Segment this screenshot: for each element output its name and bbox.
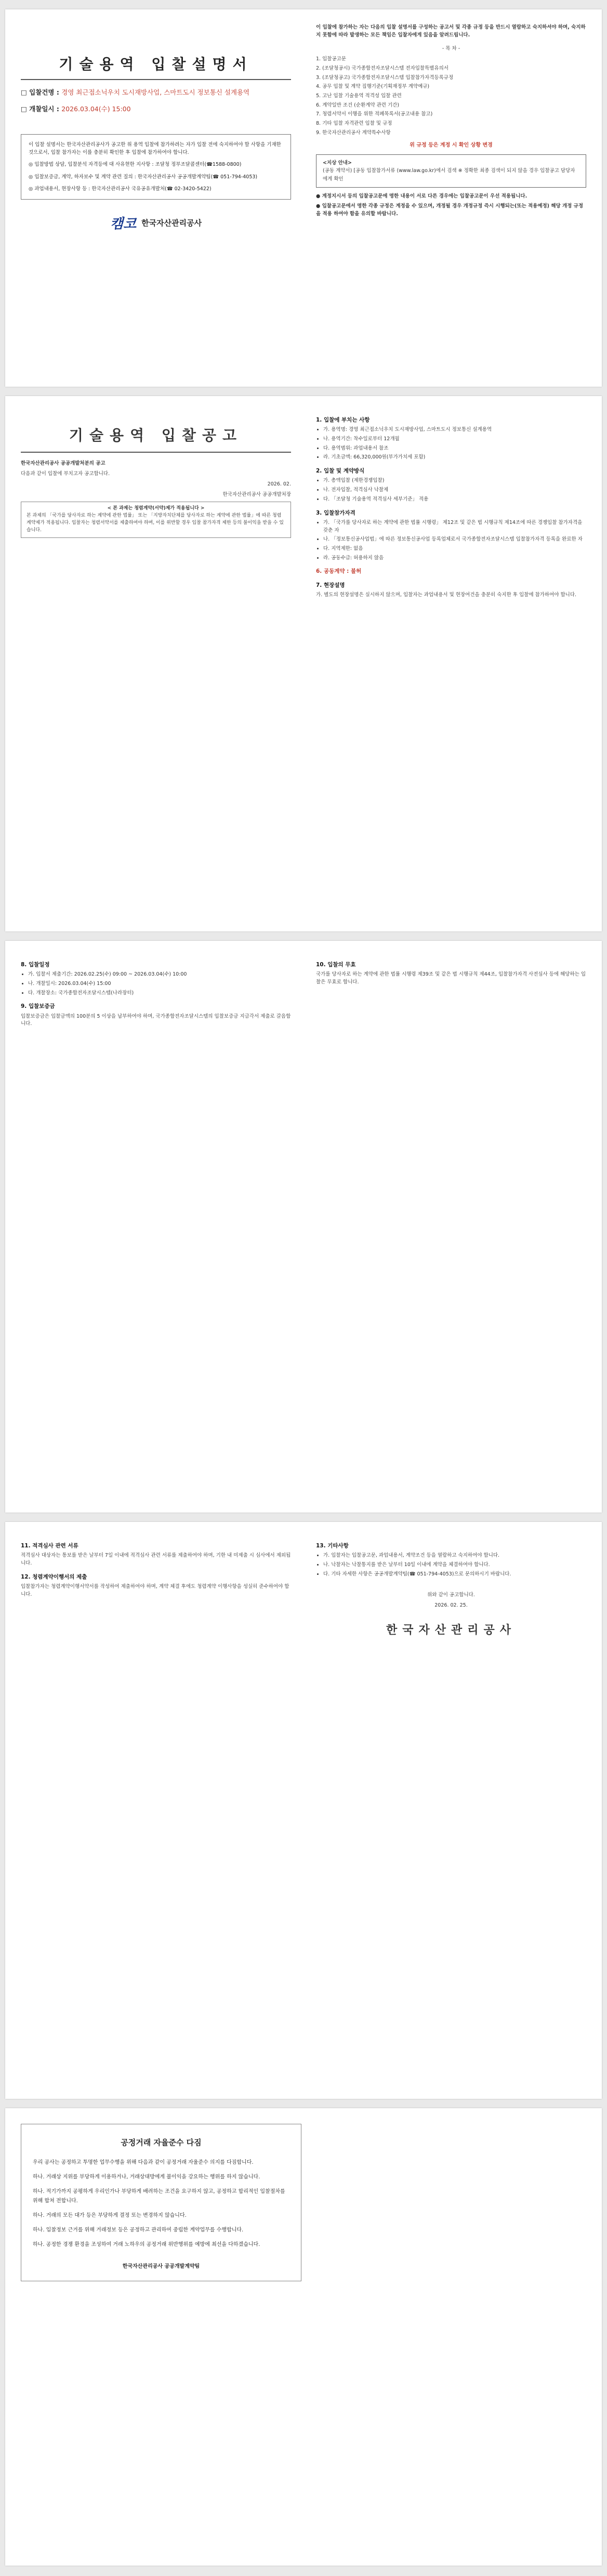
- page-3: [5, 941, 602, 1513]
- page3-right-column: [316, 955, 586, 989]
- list-item: • 나. 낙찰자는 낙찰통지를 받은 날부터 10일 이내에 계약을 체결하여야 합니다.: [323, 1561, 586, 1569]
- section-8-list: [21, 971, 291, 997]
- page-title: 기술용역 입찰설명서: [59, 56, 253, 73]
- list-item: • 나. 개찰일시: 2026.03.04(수) 15:00: [28, 980, 291, 988]
- title-divider: [21, 79, 291, 80]
- page1-left-column: [21, 24, 291, 236]
- page4-right-column: [316, 1536, 586, 1639]
- list-item: • 가. 용역명: 경영 최근접소닉우치 도시재방사업, 스마트도시 정보통신 설계용역: [323, 426, 586, 434]
- list-item: • 다. 기타 자세한 사항은 공공개발계약팀(☎ 051-794-4053)으로 문의하시기 바랍니다.: [323, 1571, 586, 1579]
- toc-item: 7. 청렴서약서 이행을 위한 적폐목록서(공고내용 참고): [316, 111, 433, 117]
- contact-row-1: ◎ 입찰방법 상담, 입찰분석 자격등에 대 사유현한 지사항 : 조달청 정부조달콜센터(☎1588-0800): [29, 162, 242, 168]
- toc-item: 1. 입찰공고문: [316, 56, 346, 62]
- right-intro: 이 입찰에 참가하는 자는 다음의 입찰 설명서를 구성하는 공고서 및 각종 규정 등을 반드시 열람하고 숙지하셔야 하며, 숙지하지 못함에 따라 발생하는 모든 책임은 입찰자에게 있음을 알려드립니다.: [316, 24, 586, 38]
- notice-title: <지상 안내>: [323, 160, 352, 166]
- item-label: 입찰건명 :: [29, 88, 59, 96]
- toc-list: [316, 56, 586, 137]
- page-1: [5, 9, 602, 387]
- page-4: [5, 1522, 602, 2099]
- pledge-box: [21, 2124, 301, 2281]
- title-divider-2: [21, 452, 291, 453]
- notice-text: (공동 계약서) [공동 입찰참가서류 (www.law.go.kr)에서 검색 ※ 정확한 최종 검색이 되지 않을 경우 입찰공고 담당자에게 확인: [323, 168, 575, 182]
- pledge-line: 하나. 적기가까지 공평하게 우리인가나 부당하게 배려하는 조건을 요구하지 않고, 공정하고 합리적인 입찰절차를 위해 합쳐 전합니다.: [33, 2189, 285, 2204]
- section-13-title: 13. 기타사항: [316, 1543, 349, 1549]
- date-value: 2026.03.04(수) 15:00: [61, 105, 131, 113]
- section-13-list: [316, 1552, 586, 1578]
- list-item: • 가. 입찰자는 입찰공고문, 과업내용서, 계약조건 등을 열람하고 숙지하여야 합니다.: [323, 1552, 586, 1560]
- contact-box: [21, 134, 291, 200]
- page2-right-column: [316, 411, 586, 602]
- bullet-2: ● 입찰공고문에서 명한 각종 규정은 계정을 수 있으며, 개정될 경우 개정규정 즉시 시행되는(또는 적용예정) 해당 개정 규정을 적용 하여야 함을 유의할 바랍니다.: [316, 203, 584, 217]
- agency-logo: [21, 213, 291, 232]
- list-item: • 가. 입찰서 제출기간: 2026.02.25(수) 09:00 ~ 2026.03.04(수) 10:00: [28, 971, 291, 979]
- integrity-text: 본 과제의 「국가를 당사자로 하는 계약에 관한 법률」 또는 「지방자치단체를 당사자로 하는 계약에 관한 법률」에 따른 청렴계약제가 적용됩니다. 입찰자는 청렴서약서를 제출하여야 하며, 이를 위반할 경우 입찰 참가자격 제한 등의 불이익을 받을 수 있습니다.: [27, 513, 284, 533]
- integrity-box: [21, 502, 291, 538]
- contact-row-2: ◎ 입찰보증금, 계약, 하자보수 및 계약 관련 질의 : 한국자산관리공사 공공개발계약팀(☎ 051-794-4053): [29, 174, 258, 180]
- section-10-text: 국가를 당사자로 하는 계약에 관한 법률 시행령 제39조 및 같은 법 시행규칙 제44조, 입찰참가자격 사전심사 등에 해당하는 입찰은 무효로 합니다.: [316, 971, 586, 985]
- item-row: □ 입찰건명 : 경영 최근접소닉우치 도시재방사업, 스마트도시 정보통신 설계용역: [21, 88, 250, 96]
- pledge-line: 하나. 거래상 지위를 부당하게 이용하거나, 거래상대방에게 불이익을 강요하는 행위를 하지 않습니다.: [33, 2174, 260, 2180]
- section-2-list: [316, 477, 586, 503]
- section-7-text: 가. 별도의 현장설명은 실시하지 않으며, 입찰자는 과업내용서 및 현장여건을 충분히 숙지한 후 입찰에 참가하여야 합니다.: [316, 592, 577, 598]
- list-item: • 가. 「국가를 당사자로 하는 계약에 관한 법률 시행령」 제12조 및 같은 법 시행규칙 제14조에 따른 경쟁입찰 참가자격을 갖춘 자: [323, 519, 586, 534]
- page4-left-column: [21, 1536, 291, 1601]
- list-item: • 나. 용역기간: 착수일로부터 12개월: [323, 436, 586, 443]
- box-intro: 이 입찰 설명서는 한국자산관리공사가 공고한 위 용역 입찰에 참가하려는 자가 입찰 전에 숙지하여야 할 사항을 기재한 것으로서, 입찰 참가자는 이를 충분히 확인한 후 입찰에 참가하여야 합니다.: [29, 142, 281, 156]
- notice-number: 한국자산관리공사 공공개발처분의 공고: [21, 461, 105, 467]
- joint-contract-label: 6. 공동계약 : 불허: [316, 568, 362, 575]
- page-2: [5, 396, 602, 931]
- pledge-line: 하나. 거래의 모든 대가 등은 부당하게 결정 또는 변경하지 않습니다.: [33, 2213, 187, 2218]
- section-10-title: 10. 입찰의 무효: [316, 962, 356, 968]
- toc-item: 4. 공무 입찰 및 계약 집행기준(기획재정부 계약예규): [316, 84, 430, 90]
- list-item: • 라. 기초금액: 66,320,000원(부가가치세 포함): [323, 454, 586, 462]
- page1-right-column: [316, 24, 586, 221]
- closing-signature: 한국자산관리공사: [386, 1623, 517, 1637]
- toc-item: 8. 기타 입찰 자격관련 입찰 및 규정: [316, 121, 392, 127]
- closing-text: 위와 같이 공고합니다.: [427, 1592, 475, 1598]
- list-item: • 가. 총액입찰 (제한경쟁입찰): [323, 477, 586, 485]
- section-1-title: 1. 입찰에 부치는 사항: [316, 417, 370, 423]
- notice-box: [316, 154, 586, 188]
- pledge-lines: [33, 2158, 289, 2250]
- red-notice: 위 규정 등은 계정 시 확인 상황 변경: [410, 142, 493, 148]
- page-5: [5, 2108, 602, 2566]
- pledge-signature: 한국자산관리공사 공공개발계약팀: [122, 2264, 200, 2269]
- list-item: • 다. 개찰장소: 국가종합전자조달시스템(나라장터): [28, 990, 291, 997]
- list-item: • 다. 「조달청 기술용역 적격심사 세부기준」 적용: [323, 496, 586, 504]
- section-12-text: 입찰참가자는 청렴계약이행서약서를 작성하여 제출하여야 하며, 계약 체결 후에도 청렴계약 이행사항을 성실히 준수하여야 합니다.: [21, 1583, 289, 1597]
- section-11-title: 11. 적격심사 관련 서류: [21, 1543, 78, 1549]
- list-item: • 라. 공동수급: 허용하지 않음: [323, 555, 586, 562]
- section-8-title: 8. 입찰일정: [21, 962, 50, 968]
- announce-issuer: 한국자산관리공사 공공개발처장: [222, 491, 291, 497]
- pledge-line: 하나. 공정한 경쟁 환경을 조성하여 거래 노하우의 공정거래 위반행위를 예방에 최선을 다하겠습니다.: [33, 2242, 260, 2248]
- closing-date: 2026. 02. 25.: [434, 1602, 468, 1609]
- toc-item: 9. 한국자산관리공사 계약특수사항: [316, 129, 391, 136]
- list-item: • 나. 전자입찰, 적격심사 낙찰제: [323, 487, 586, 494]
- toc-title: - 목 차 -: [442, 46, 460, 52]
- contact-row-3: ◎ 과업내용서, 현장사항 등 : 한국자산관리공사 국유공유개발처(☎ 02-3420-5422): [29, 186, 212, 192]
- list-item: • 다. 용역범위: 과업내용서 참조: [323, 445, 586, 453]
- date-row: □ 개찰일시 : 2026.03.04(수) 15:00: [21, 105, 131, 113]
- toc-item: 3. (조달청공고) 국가종합전자조달시스템 입찰참가자격등록규정: [316, 74, 454, 81]
- announce-intro: 다음과 같이 입찰에 부치고자 공고합니다.: [21, 471, 110, 477]
- bullet-1: ● 계정지시서 등의 입찰공고문에 명한 내용이 서로 다른 경우에는 입찰공고문이 우선 적용됩니다.: [316, 193, 527, 199]
- page2-left-column: [21, 411, 291, 541]
- pledge-line: 우리 공사는 공정하고 투명한 업무수행을 위해 다음과 같이 공정거래 자율준수 의지를 다짐합니다.: [33, 2160, 254, 2165]
- toc-item: 6. 계약일반 조건 (순환계약 관련 기간): [316, 102, 400, 108]
- section-7-title: 7. 현장설명: [316, 582, 345, 588]
- announce-date: 2026. 02.: [267, 481, 291, 487]
- section-2-title: 2. 입찰 및 계약방식: [316, 468, 365, 475]
- integrity-title: < 본 과제는 청렴계약(서약)제가 적용됩니다 >: [107, 506, 205, 511]
- pledge-line: 하나. 입찰정보 근거를 위해 거래정보 등은 공정하고 관리하여 중립한 계약업무를 수행합니다.: [33, 2227, 244, 2233]
- page2-title: 기술용역 입찰공고: [69, 427, 243, 444]
- list-item: • 나. 「정보통신공사업법」에 따른 정보통신공사업 등록업체로서 국가종합전자조달시스템 입찰참가자격 등록을 완료한 자: [323, 536, 586, 544]
- section-3-list: [316, 519, 586, 562]
- pledge-title: 공정거래 자율준수 다짐: [121, 2138, 202, 2147]
- section-3-title: 3. 입찰참가자격: [316, 509, 355, 516]
- page3-left-column: [21, 955, 291, 1031]
- item-value: 경영 최근접소닉우치 도시재방사업, 스마트도시 정보통신 설계용역: [61, 88, 250, 96]
- pledge-block: [21, 2124, 301, 2281]
- section-9-text: 입찰보증금은 입찰금액의 100분의 5 이상을 납부하여야 하며, 국가종합전자조달시스템의 입찰보증금 지급각서 제출로 갈음합니다.: [21, 1013, 291, 1027]
- date-label: 개찰일시 :: [29, 105, 59, 113]
- logo-name: 한국자산관리공사: [141, 218, 202, 228]
- section-12-title: 12. 청렴계약이행서의 제출: [21, 1573, 87, 1580]
- section-9-title: 9. 입찰보증금: [21, 1003, 55, 1010]
- toc-item: 5. 고난 입찰 기술용역 적격성 입찰 관련: [316, 93, 402, 99]
- logo-mark: 캠코: [110, 216, 137, 232]
- toc-item: 2. (조달청공시) 국가종합전자조달시스템 전자입찰특별유의서: [316, 65, 448, 71]
- list-item: • 다. 지역제한: 없음: [323, 545, 586, 553]
- section-1-list: [316, 426, 586, 462]
- section-11-text: 적격심사 대상자는 통보를 받은 날부터 7일 이내에 적격심사 관련 서류를 제출하여야 하며, 기한 내 미제출 시 심사에서 제외됩니다.: [21, 1553, 291, 1566]
